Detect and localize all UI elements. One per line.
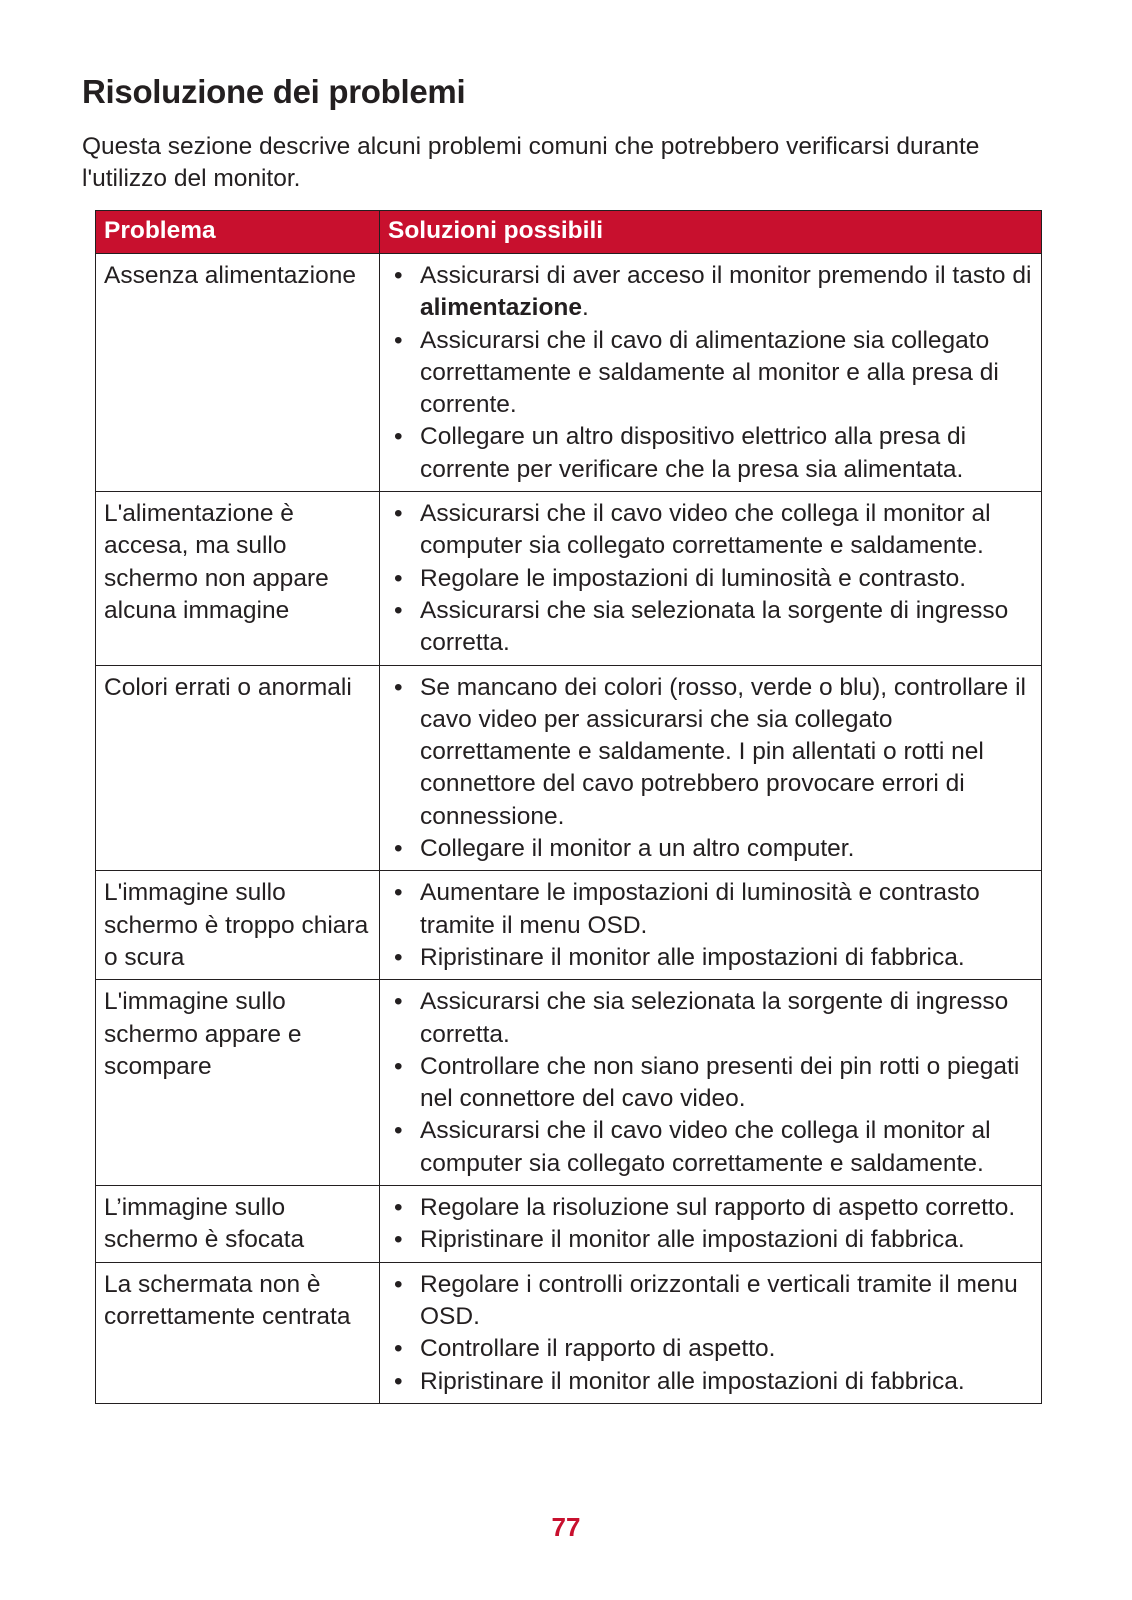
table-row [96, 665, 1042, 871]
solutions-cell [380, 1262, 1042, 1403]
problem-cell: La schermata non è correttamente centrata [96, 1262, 380, 1403]
solution-text: Assicurarsi che il cavo video che collega il monitor al computer sia collegato correttamente e saldamente. [420, 1117, 991, 1177]
solution-text: Aumentare le impostazioni di luminosità e contrasto tramite il menu OSD. [420, 879, 980, 939]
solution-text-end: . [582, 294, 589, 322]
solutions-list [394, 260, 1033, 486]
solution-item [394, 986, 1033, 1051]
problem-cell: L'immagine sullo schermo è troppo chiara o scura [96, 871, 380, 980]
solution-text: Assicurarsi che il cavo video che collega il monitor al computer sia collegato correttamente e saldamente. [420, 500, 991, 560]
solution-item [394, 1366, 1033, 1398]
solution-text: Controllare che non siano presenti dei pin rotti o piegati nel connettore del cavo video. [420, 1052, 1020, 1113]
solutions-list [394, 877, 1033, 974]
solutions-cell [380, 665, 1042, 871]
problem-cell: L’immagine sullo schermo è sfocata [96, 1186, 380, 1263]
solution-item [394, 595, 1033, 660]
problem-cell: L'immagine sullo schermo appare e scompare [96, 980, 380, 1186]
header-problem: Problema [96, 211, 380, 254]
solutions-cell [380, 254, 1042, 492]
table-row [96, 492, 1042, 665]
solutions-list [394, 986, 1033, 1180]
table-row [96, 980, 1042, 1186]
solution-item [394, 942, 1033, 974]
solution-text: Assicurarsi di aver acceso il monitor premendo il tasto di [420, 262, 1032, 289]
solution-item [394, 1224, 1033, 1256]
problem-cell: L'alimentazione è accesa, ma sullo schermo non appare alcuna immagine [96, 492, 380, 665]
solutions-cell [380, 871, 1042, 980]
problem-cell: Colori errati o anormali [96, 665, 380, 871]
solution-text: Controllare il rapporto di aspetto. [420, 1335, 776, 1363]
table-body [96, 254, 1042, 1404]
page-title: Risoluzione dei problemi [82, 73, 466, 110]
solution-text: Regolare la risoluzione sul rapporto di aspetto corretto. [420, 1194, 1016, 1222]
solution-text: Collegare il monitor a un altro computer. [420, 835, 855, 863]
solutions-cell [380, 980, 1042, 1186]
solution-item [394, 1115, 1033, 1180]
solution-item [394, 498, 1033, 563]
intro-paragraph: Questa sezione descrive alcuni problemi comuni che potrebbero verificarsi durante l'utilizzo del monitor. [82, 133, 980, 192]
troubleshooting-table [95, 210, 1042, 1404]
table-row [96, 254, 1042, 492]
solution-text: Assicurarsi che sia selezionata la sorgente di ingresso corretta. [420, 596, 1009, 657]
solution-item [394, 1269, 1033, 1334]
solution-item [394, 672, 1033, 833]
page-number: 77 [551, 1512, 581, 1542]
solution-item [394, 260, 1033, 325]
table-row [96, 1186, 1042, 1263]
solution-item [394, 325, 1033, 422]
solution-text: Se mancano dei colori (rosso, verde o blu), controllare il cavo video per assicurarsi che sia collegato correttamente e saldamente. I pin allentati o rotti nel connettore del cavo potrebbero provocare errori di connessione. [420, 673, 1026, 830]
solutions-list [394, 498, 1033, 659]
solution-item [394, 1051, 1033, 1116]
table-row [96, 871, 1042, 980]
solution-item [394, 833, 1033, 865]
solution-item [394, 1333, 1033, 1365]
solution-text: Assicurarsi che il cavo di alimentazione sia collegato correttamente e saldamente al monitor e alla presa di corrente. [420, 326, 999, 419]
solution-text: Ripristinare il monitor alle impostazioni di fabbrica. [420, 943, 965, 971]
solution-text: Ripristinare il monitor alle impostazioni di fabbrica. [420, 1226, 965, 1254]
problem-cell: Assenza alimentazione [96, 254, 380, 492]
solution-item [394, 877, 1033, 942]
solution-text: Regolare le impostazioni di luminosità e contrasto. [420, 564, 967, 592]
solution-text: Assicurarsi che sia selezionata la sorgente di ingresso corretta. [420, 988, 1009, 1048]
solutions-list [394, 1192, 1033, 1257]
solutions-cell [380, 492, 1042, 665]
solution-text: Collegare un altro dispositivo elettrico alla presa di corrente per verificare che la presa sia alimentata. [420, 423, 967, 483]
solution-item [394, 563, 1033, 595]
solutions-list [394, 672, 1033, 866]
solution-text: Ripristinare il monitor alle impostazioni di fabbrica. [420, 1367, 965, 1395]
solution-bold-term: alimentazione [420, 294, 583, 322]
table-row [96, 1262, 1042, 1403]
header-solutions: Soluzioni possibili [380, 211, 1042, 254]
solutions-list [394, 1269, 1033, 1398]
solutions-cell [380, 1186, 1042, 1263]
solution-item [394, 421, 1033, 486]
solution-item [394, 1192, 1033, 1224]
table-header-row [96, 211, 1042, 254]
solution-text: Regolare i controlli orizzontali e verticali tramite il menu OSD. [420, 1270, 1018, 1330]
